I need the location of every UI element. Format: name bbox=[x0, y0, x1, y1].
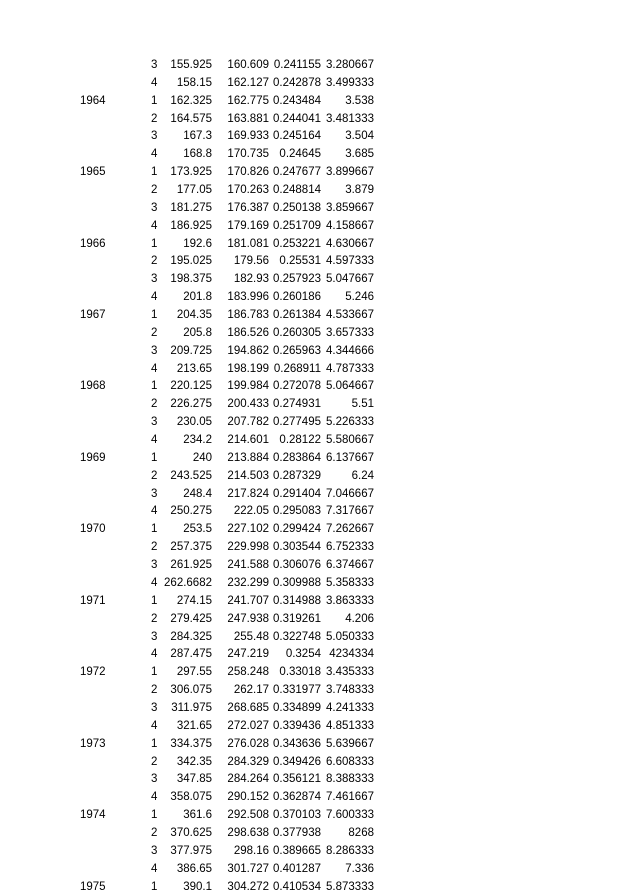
year-cell: 1967 bbox=[80, 309, 106, 322]
value-col4-cell: 3.435333 bbox=[326, 666, 374, 679]
value-col2-cell: 194.862 bbox=[227, 344, 269, 357]
table-row bbox=[0, 575, 638, 593]
value-col3-cell: 0.245164 bbox=[273, 130, 321, 143]
value-col4-cell: 5.51 bbox=[351, 398, 374, 411]
quarter-cell: 4 bbox=[151, 148, 158, 161]
value-col2-cell: 262.17 bbox=[233, 684, 269, 697]
value-col4-cell: 7.461667 bbox=[326, 791, 374, 804]
quarter-cell: 4 bbox=[151, 862, 158, 875]
value-col2-cell: 199.984 bbox=[227, 380, 269, 393]
value-col2-cell: 304.272 bbox=[227, 880, 269, 893]
value-col4-cell: 3.863333 bbox=[326, 594, 374, 607]
quarter-cell: 1 bbox=[151, 237, 158, 250]
quarter-cell: 3 bbox=[151, 487, 158, 500]
value-col3-cell: 0.242878 bbox=[273, 76, 321, 89]
quarter-cell: 1 bbox=[151, 737, 158, 750]
value-col1-cell: 347.85 bbox=[176, 773, 212, 786]
table-row bbox=[0, 503, 638, 521]
quarter-cell: 1 bbox=[151, 94, 158, 107]
value-col1-cell: 155.925 bbox=[170, 59, 212, 71]
value-col3-cell: 0.247677 bbox=[273, 166, 321, 179]
value-col3-cell: 0.268911 bbox=[273, 362, 321, 375]
value-col2-cell: 214.503 bbox=[227, 469, 269, 482]
value-col3-cell: 0.303544 bbox=[273, 541, 321, 554]
value-col2-cell: 179.56 bbox=[233, 255, 269, 268]
value-col1-cell: 370.625 bbox=[170, 826, 212, 839]
table-row bbox=[0, 843, 638, 861]
value-col4-cell: 5.358333 bbox=[326, 576, 374, 589]
quarter-cell: 4 bbox=[151, 219, 158, 232]
value-col3-cell: 0.410534 bbox=[273, 880, 321, 893]
table-row bbox=[0, 343, 638, 361]
value-col2-cell: 182.93 bbox=[233, 273, 269, 286]
quarter-cell: 3 bbox=[151, 559, 158, 572]
table-row bbox=[0, 682, 638, 700]
quarter-cell: 4 bbox=[151, 719, 158, 732]
table-row bbox=[0, 593, 638, 611]
value-col1-cell: 205.8 bbox=[183, 326, 212, 339]
table-row bbox=[0, 486, 638, 504]
value-col3-cell: 0.265963 bbox=[273, 344, 321, 357]
value-col4-cell: 4.344666 bbox=[326, 344, 374, 357]
value-col4-cell: 6.137667 bbox=[326, 451, 374, 464]
value-col3-cell: 0.24645 bbox=[279, 148, 321, 161]
value-col4-cell: 5.580667 bbox=[326, 434, 374, 447]
value-col2-cell: 181.081 bbox=[227, 237, 269, 250]
value-col2-cell: 247.938 bbox=[227, 612, 269, 625]
value-col3-cell: 0.299424 bbox=[273, 523, 321, 536]
value-col3-cell: 0.343636 bbox=[273, 737, 321, 750]
value-col2-cell: 170.263 bbox=[227, 184, 269, 197]
table-row bbox=[0, 164, 638, 182]
value-col4-cell: 8.286333 bbox=[326, 844, 374, 857]
quarter-cell: 4 bbox=[151, 362, 158, 375]
value-col3-cell: 0.331977 bbox=[273, 684, 321, 697]
value-col4-cell: 6.608333 bbox=[326, 755, 374, 768]
value-col3-cell: 0.339436 bbox=[273, 719, 321, 732]
value-col2-cell: 186.783 bbox=[227, 309, 269, 322]
quarter-cell: 3 bbox=[151, 630, 158, 643]
value-col4-cell: 8268 bbox=[348, 826, 374, 839]
value-col2-cell: 301.727 bbox=[227, 862, 269, 875]
value-col2-cell: 217.824 bbox=[227, 487, 269, 500]
value-col1-cell: 195.025 bbox=[170, 255, 212, 268]
value-col1-cell: 192.6 bbox=[183, 237, 212, 250]
value-col1-cell: 287.475 bbox=[170, 648, 212, 661]
value-col1-cell: 262.6682 bbox=[164, 576, 212, 589]
quarter-cell: 2 bbox=[151, 469, 158, 482]
value-col2-cell: 198.199 bbox=[227, 362, 269, 375]
value-col4-cell: 3.538 bbox=[345, 94, 374, 107]
value-col2-cell: 258.248 bbox=[227, 666, 269, 679]
quarter-cell: 1 bbox=[151, 380, 158, 393]
quarter-cell: 2 bbox=[151, 112, 158, 125]
value-col2-cell: 179.169 bbox=[227, 219, 269, 232]
value-col1-cell: 306.075 bbox=[170, 684, 212, 697]
year-cell: 1965 bbox=[80, 166, 106, 179]
value-col4-cell: 7.600333 bbox=[326, 809, 374, 822]
quarter-cell: 2 bbox=[151, 398, 158, 411]
quarter-cell: 4 bbox=[151, 576, 158, 589]
value-col4-cell: 4.158667 bbox=[326, 219, 374, 232]
quarter-cell: 1 bbox=[151, 809, 158, 822]
quarter-cell: 3 bbox=[151, 416, 158, 429]
value-col3-cell: 0.260186 bbox=[273, 291, 321, 304]
value-col3-cell: 0.260305 bbox=[273, 326, 321, 339]
value-col4-cell: 7.046667 bbox=[326, 487, 374, 500]
value-col2-cell: 183.996 bbox=[227, 291, 269, 304]
value-col2-cell: 229.998 bbox=[227, 541, 269, 554]
value-col2-cell: 290.152 bbox=[227, 791, 269, 804]
value-col2-cell: 298.16 bbox=[233, 844, 269, 857]
value-col1-cell: 261.925 bbox=[170, 559, 212, 572]
value-col1-cell: 297.55 bbox=[176, 666, 212, 679]
quarter-cell: 2 bbox=[151, 255, 158, 268]
value-col4-cell: 7.317667 bbox=[326, 505, 374, 518]
value-col4-cell: 4.630667 bbox=[326, 237, 374, 250]
quarter-cell: 3 bbox=[151, 59, 158, 71]
value-col2-cell: 207.782 bbox=[227, 416, 269, 429]
value-col3-cell: 0.257923 bbox=[273, 273, 321, 286]
value-col3-cell: 0.272078 bbox=[273, 380, 321, 393]
quarter-cell: 3 bbox=[151, 844, 158, 857]
table-row bbox=[0, 289, 638, 307]
value-col3-cell: 0.250138 bbox=[273, 201, 321, 214]
value-col1-cell: 220.125 bbox=[170, 380, 212, 393]
value-col4-cell: 3.859667 bbox=[326, 201, 374, 214]
value-col1-cell: 167.3 bbox=[183, 130, 212, 143]
value-col2-cell: 170.735 bbox=[227, 148, 269, 161]
value-col2-cell: 160.609 bbox=[227, 59, 269, 71]
table-row bbox=[0, 825, 638, 843]
quarter-cell: 2 bbox=[151, 684, 158, 697]
value-col1-cell: 198.375 bbox=[170, 273, 212, 286]
value-col1-cell: 321.65 bbox=[176, 719, 212, 732]
value-col3-cell: 0.274931 bbox=[273, 398, 321, 411]
quarter-cell: 3 bbox=[151, 273, 158, 286]
value-col4-cell: 3.748333 bbox=[326, 684, 374, 697]
value-col2-cell: 163.881 bbox=[227, 112, 269, 125]
quarter-cell: 2 bbox=[151, 755, 158, 768]
value-col1-cell: 158.15 bbox=[176, 76, 212, 89]
table-row bbox=[0, 307, 638, 325]
value-col1-cell: 311.975 bbox=[171, 701, 212, 714]
value-col1-cell: 186.925 bbox=[170, 219, 212, 232]
value-col3-cell: 0.28122 bbox=[279, 434, 321, 447]
value-col4-cell: 3.879 bbox=[345, 184, 374, 197]
value-col3-cell: 0.243484 bbox=[273, 94, 321, 107]
value-col1-cell: 204.35 bbox=[176, 309, 212, 322]
value-col1-cell: 201.8 bbox=[183, 291, 212, 304]
quarter-cell: 4 bbox=[151, 76, 158, 89]
value-col3-cell: 0.241155 bbox=[273, 59, 321, 71]
value-col4-cell: 5.050333 bbox=[326, 630, 374, 643]
value-col1-cell: 209.725 bbox=[170, 344, 212, 357]
value-col3-cell: 0.283864 bbox=[273, 451, 321, 464]
table-row bbox=[0, 218, 638, 236]
value-col4-cell: 5.873333 bbox=[326, 880, 374, 893]
value-col4-cell: 4.533667 bbox=[326, 309, 374, 322]
table-row bbox=[0, 861, 638, 879]
year-cell: 1966 bbox=[80, 237, 106, 250]
table-row bbox=[0, 200, 638, 218]
quarter-cell: 1 bbox=[151, 880, 158, 893]
table-row bbox=[0, 236, 638, 254]
table-row bbox=[0, 128, 638, 146]
value-col2-cell: 268.685 bbox=[227, 701, 269, 714]
value-col1-cell: 361.6 bbox=[183, 809, 212, 822]
value-col4-cell: 5.226333 bbox=[326, 416, 374, 429]
year-cell: 1973 bbox=[80, 737, 106, 750]
value-col2-cell: 241.707 bbox=[227, 594, 269, 607]
value-col2-cell: 214.601 bbox=[227, 434, 269, 447]
value-col1-cell: 248.4 bbox=[183, 487, 212, 500]
value-col2-cell: 232.299 bbox=[227, 576, 269, 589]
value-col1-cell: 250.275 bbox=[170, 505, 212, 518]
value-col4-cell: 4.787333 bbox=[326, 362, 374, 375]
value-col1-cell: 279.425 bbox=[170, 612, 212, 625]
table-row bbox=[0, 396, 638, 414]
year-cell: 1975 bbox=[80, 880, 106, 893]
value-col1-cell: 342.35 bbox=[176, 755, 212, 768]
quarter-cell: 4 bbox=[151, 291, 158, 304]
value-col4-cell: 6.752333 bbox=[326, 541, 374, 554]
table-row bbox=[0, 771, 638, 789]
table-row bbox=[0, 253, 638, 271]
value-col2-cell: 227.102 bbox=[227, 523, 269, 536]
value-col2-cell: 284.329 bbox=[227, 755, 269, 768]
table-row bbox=[0, 146, 638, 164]
table-row bbox=[0, 611, 638, 629]
quarter-cell: 3 bbox=[151, 773, 158, 786]
value-col2-cell: 247.219 bbox=[227, 648, 269, 661]
value-col2-cell: 169.933 bbox=[227, 130, 269, 143]
value-col4-cell: 5.047667 bbox=[326, 273, 374, 286]
value-col4-cell: 5.246 bbox=[345, 291, 374, 304]
table-row bbox=[0, 736, 638, 754]
value-col1-cell: 243.525 bbox=[170, 469, 212, 482]
value-col1-cell: 377.975 bbox=[170, 844, 212, 857]
table-row bbox=[0, 754, 638, 772]
value-col2-cell: 298.638 bbox=[227, 826, 269, 839]
value-col3-cell: 0.370103 bbox=[273, 809, 321, 822]
value-col3-cell: 0.306076 bbox=[273, 559, 321, 572]
value-col1-cell: 226.275 bbox=[170, 398, 212, 411]
value-col2-cell: 162.127 bbox=[227, 76, 269, 89]
value-col1-cell: 213.65 bbox=[176, 362, 212, 375]
table-row bbox=[0, 414, 638, 432]
value-col4-cell: 4.851333 bbox=[326, 719, 374, 732]
quarter-cell: 1 bbox=[151, 666, 158, 679]
quarter-cell: 2 bbox=[151, 184, 158, 197]
value-col3-cell: 0.322748 bbox=[273, 630, 321, 643]
table-row bbox=[0, 789, 638, 807]
year-cell: 1972 bbox=[80, 666, 106, 679]
value-col1-cell: 386.65 bbox=[176, 862, 212, 875]
value-col3-cell: 0.291404 bbox=[273, 487, 321, 500]
quarter-cell: 1 bbox=[151, 166, 158, 179]
value-col2-cell: 292.508 bbox=[227, 809, 269, 822]
year-cell: 1974 bbox=[80, 809, 106, 822]
value-col1-cell: 177.05 bbox=[176, 184, 212, 197]
value-col2-cell: 241.588 bbox=[227, 559, 269, 572]
quarter-cell: 4 bbox=[151, 648, 158, 661]
value-col4-cell: 5.639667 bbox=[326, 737, 374, 750]
value-col3-cell: 0.377938 bbox=[273, 826, 321, 839]
quarter-cell: 1 bbox=[151, 451, 158, 464]
quarter-cell: 4 bbox=[151, 434, 158, 447]
quarter-cell: 2 bbox=[151, 326, 158, 339]
year-cell: 1968 bbox=[80, 380, 106, 393]
value-col4-cell: 4234334 bbox=[329, 648, 374, 661]
table-row bbox=[0, 432, 638, 450]
year-cell: 1971 bbox=[80, 594, 106, 607]
value-col1-cell: 181.275 bbox=[170, 201, 212, 214]
quarter-cell: 3 bbox=[151, 344, 158, 357]
quarter-cell: 3 bbox=[151, 130, 158, 143]
quarter-cell: 3 bbox=[151, 201, 158, 214]
value-col2-cell: 272.027 bbox=[227, 719, 269, 732]
value-col4-cell: 4.597333 bbox=[326, 255, 374, 268]
value-col2-cell: 162.775 bbox=[227, 94, 269, 107]
value-col1-cell: 162.325 bbox=[170, 94, 212, 107]
table-row bbox=[0, 450, 638, 468]
value-col2-cell: 284.264 bbox=[227, 773, 269, 786]
value-col1-cell: 358.075 bbox=[170, 791, 212, 804]
value-col3-cell: 0.277495 bbox=[273, 416, 321, 429]
value-col4-cell: 3.899667 bbox=[326, 166, 374, 179]
quarter-cell: 2 bbox=[151, 612, 158, 625]
quarter-cell: 1 bbox=[151, 309, 158, 322]
value-col4-cell: 4.206 bbox=[345, 612, 374, 625]
value-col4-cell: 8.388333 bbox=[326, 773, 374, 786]
value-col1-cell: 390.1 bbox=[183, 880, 212, 893]
table-row bbox=[0, 629, 638, 647]
value-col1-cell: 240 bbox=[192, 451, 212, 464]
value-col2-cell: 200.433 bbox=[227, 398, 269, 411]
value-col4-cell: 7.262667 bbox=[326, 523, 374, 536]
table-row bbox=[0, 361, 638, 379]
value-col4-cell: 6.24 bbox=[351, 469, 374, 482]
table-row bbox=[0, 807, 638, 825]
value-col2-cell: 186.526 bbox=[227, 326, 269, 339]
quarter-cell: 3 bbox=[151, 701, 158, 714]
value-col4-cell: 3.504 bbox=[345, 130, 374, 143]
value-col3-cell: 0.334899 bbox=[273, 701, 321, 714]
value-col4-cell: 3.481333 bbox=[326, 112, 374, 125]
value-col3-cell: 0.314988 bbox=[273, 594, 321, 607]
quarter-cell: 1 bbox=[151, 523, 158, 536]
data-table bbox=[0, 57, 638, 896]
value-col1-cell: 168.8 bbox=[183, 148, 212, 161]
quarter-cell: 1 bbox=[151, 594, 158, 607]
value-col3-cell: 0.244041 bbox=[273, 112, 321, 125]
table-row bbox=[0, 325, 638, 343]
value-col3-cell: 0.33018 bbox=[279, 666, 321, 679]
value-col3-cell: 0.362874 bbox=[273, 791, 321, 804]
table-row bbox=[0, 93, 638, 111]
table-row bbox=[0, 378, 638, 396]
value-col3-cell: 0.309988 bbox=[273, 576, 321, 589]
value-col1-cell: 253.5 bbox=[183, 523, 212, 536]
table-row bbox=[0, 700, 638, 718]
value-col3-cell: 0.389665 bbox=[273, 844, 321, 857]
value-col3-cell: 0.3254 bbox=[285, 648, 321, 661]
value-col3-cell: 0.25531 bbox=[279, 255, 321, 268]
quarter-cell: 2 bbox=[151, 826, 158, 839]
value-col3-cell: 0.319261 bbox=[273, 612, 321, 625]
value-col3-cell: 0.248814 bbox=[273, 184, 321, 197]
value-col1-cell: 173.925 bbox=[170, 166, 212, 179]
value-col3-cell: 0.401287 bbox=[273, 862, 321, 875]
table-row bbox=[0, 557, 638, 575]
table-row bbox=[0, 664, 638, 682]
value-col3-cell: 0.253221 bbox=[273, 237, 321, 250]
table-row bbox=[0, 57, 638, 75]
value-col1-cell: 257.375 bbox=[170, 541, 212, 554]
table-row bbox=[0, 521, 638, 539]
quarter-cell: 4 bbox=[151, 791, 158, 804]
value-col2-cell: 213.884 bbox=[227, 451, 269, 464]
value-col4-cell: 4.241333 bbox=[326, 701, 374, 714]
value-col2-cell: 255.48 bbox=[233, 630, 269, 643]
value-col4-cell: 7.336 bbox=[345, 862, 374, 875]
table-row bbox=[0, 111, 638, 129]
table-row bbox=[0, 539, 638, 557]
value-col3-cell: 0.287329 bbox=[273, 469, 321, 482]
value-col1-cell: 274.15 bbox=[176, 594, 212, 607]
value-col3-cell: 0.251709 bbox=[273, 219, 321, 232]
value-col2-cell: 276.028 bbox=[227, 737, 269, 750]
value-col4-cell: 3.499333 bbox=[326, 76, 374, 89]
year-cell: 1969 bbox=[80, 451, 106, 464]
table-row bbox=[0, 718, 638, 736]
table-row bbox=[0, 879, 638, 896]
value-col1-cell: 230.05 bbox=[176, 416, 212, 429]
value-col3-cell: 0.349426 bbox=[273, 755, 321, 768]
value-col2-cell: 170.826 bbox=[227, 166, 269, 179]
table-row bbox=[0, 75, 638, 93]
value-col4-cell: 3.657333 bbox=[326, 326, 374, 339]
table-row bbox=[0, 468, 638, 486]
value-col1-cell: 334.375 bbox=[170, 737, 212, 750]
table-row bbox=[0, 271, 638, 289]
value-col4-cell: 3.280667 bbox=[326, 59, 374, 71]
table-row bbox=[0, 182, 638, 200]
value-col1-cell: 284.325 bbox=[170, 630, 212, 643]
value-col3-cell: 0.356121 bbox=[273, 773, 321, 786]
value-col3-cell: 0.295083 bbox=[273, 505, 321, 518]
quarter-cell: 4 bbox=[151, 505, 158, 518]
value-col2-cell: 222.05 bbox=[233, 505, 269, 518]
value-col2-cell: 176.387 bbox=[227, 201, 269, 214]
value-col4-cell: 5.064667 bbox=[326, 380, 374, 393]
value-col4-cell: 3.685 bbox=[345, 148, 374, 161]
value-col1-cell: 164.575 bbox=[170, 112, 212, 125]
value-col3-cell: 0.261384 bbox=[273, 309, 321, 322]
table-row bbox=[0, 646, 638, 664]
quarter-cell: 2 bbox=[151, 541, 158, 554]
value-col1-cell: 234.2 bbox=[183, 434, 212, 447]
year-cell: 1970 bbox=[80, 523, 106, 536]
value-col4-cell: 6.374667 bbox=[326, 559, 374, 572]
year-cell: 1964 bbox=[80, 94, 106, 107]
